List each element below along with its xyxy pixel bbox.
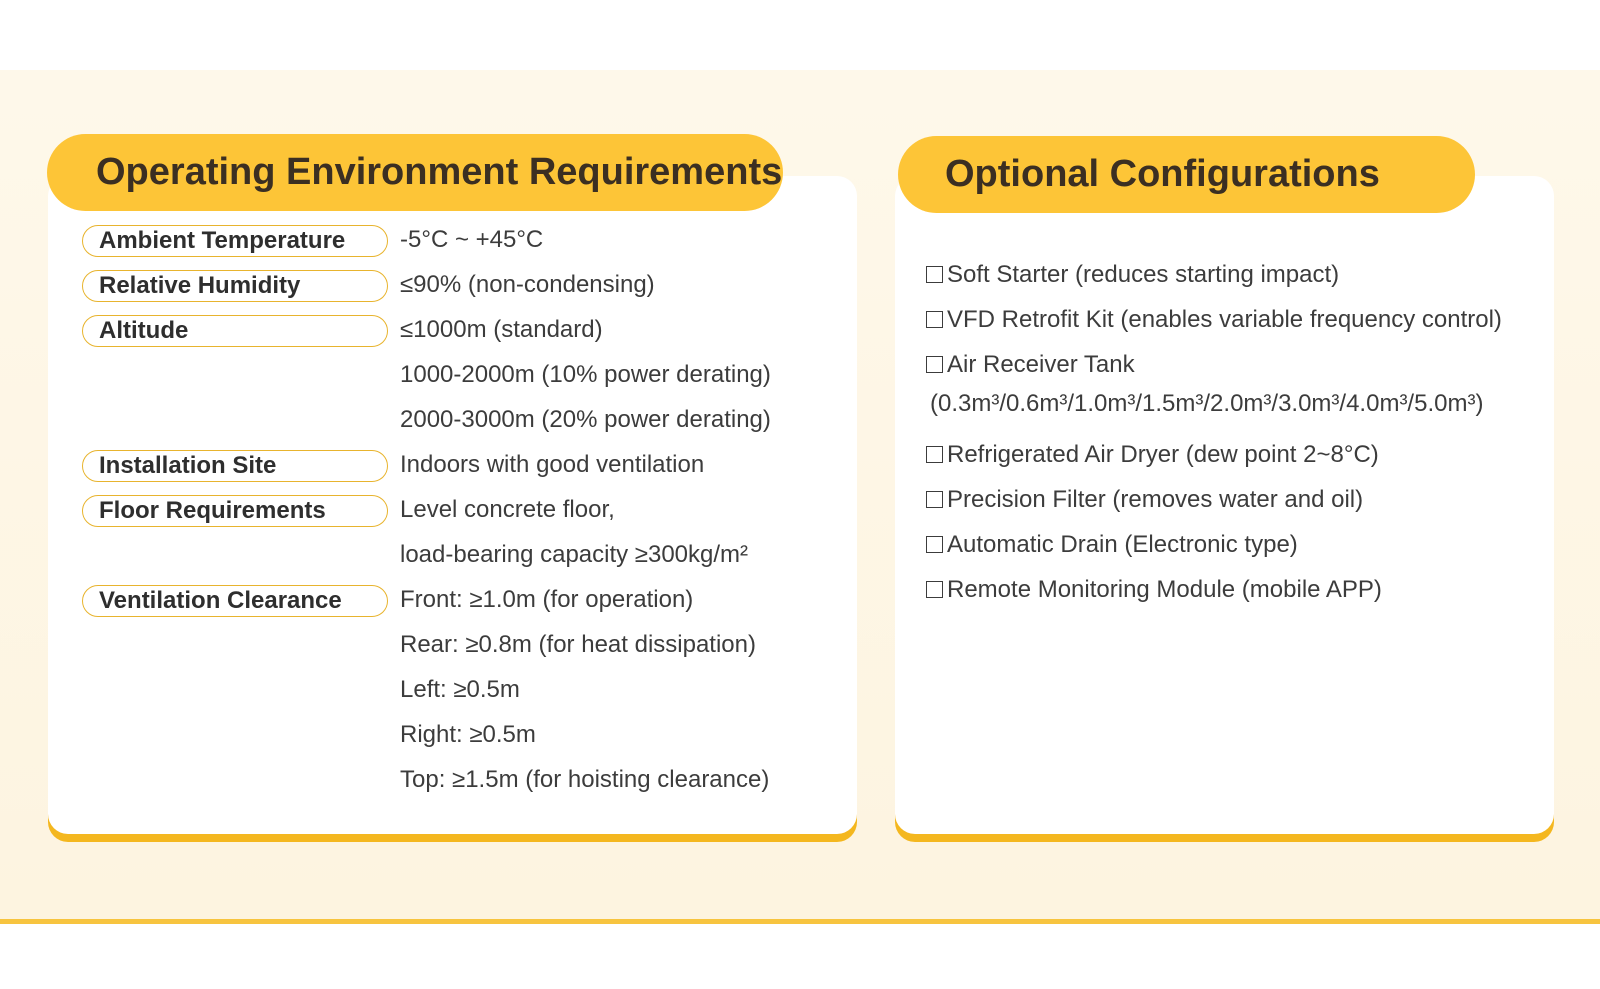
spec-label: Altitude bbox=[82, 315, 388, 347]
checkbox-icon bbox=[926, 491, 943, 508]
spec-value: Right: ≥0.5m bbox=[400, 721, 536, 748]
spec-values bbox=[400, 225, 543, 270]
spec-value: Indoors with good ventilation bbox=[400, 451, 705, 478]
spec-label: Ventilation Clearance bbox=[82, 585, 388, 617]
spec-value: 1000-2000m (10% power derating) bbox=[400, 361, 771, 388]
spec-value: load-bearing capacity ≥300kg/m² bbox=[400, 541, 749, 568]
spec-value: Level concrete floor, bbox=[400, 496, 615, 523]
option-label: VFD Retrofit Kit (enables variable frequency control) bbox=[947, 305, 1502, 333]
option-label: Refrigerated Air Dryer (dew point 2~8°C) bbox=[947, 440, 1379, 468]
spec-value: Top: ≥1.5m (for hoisting clearance) bbox=[400, 766, 770, 793]
spec-value: 2000-3000m (20% power derating) bbox=[400, 406, 771, 433]
list-item bbox=[926, 567, 1502, 612]
checkbox-icon bbox=[926, 446, 943, 463]
optional-configurations-title: Optional Configurations bbox=[898, 136, 1475, 213]
checkbox-icon bbox=[926, 266, 943, 283]
option-label: Soft Starter (reduces starting impact) bbox=[947, 260, 1340, 288]
spec-values bbox=[400, 315, 771, 450]
list-item bbox=[926, 297, 1502, 342]
list-item bbox=[926, 432, 1502, 477]
spec-value: Front: ≥1.0m (for operation) bbox=[400, 586, 694, 613]
spec-values bbox=[400, 585, 769, 810]
list-item bbox=[926, 477, 1502, 522]
list-item bbox=[926, 252, 1502, 297]
spec-value: ≤90% (non-condensing) bbox=[400, 271, 655, 298]
optional-config-list bbox=[926, 252, 1502, 612]
spec-values bbox=[400, 495, 748, 585]
list-item bbox=[926, 522, 1502, 567]
checkbox-icon bbox=[926, 536, 943, 553]
option-label: Air Receiver Tank bbox=[947, 350, 1135, 378]
option-label: Remote Monitoring Module (mobile APP) bbox=[947, 575, 1382, 603]
spec-value: Left: ≥0.5m bbox=[400, 676, 520, 703]
operating-environment-title: Operating Environment Requirements bbox=[47, 134, 783, 211]
spec-values bbox=[400, 270, 655, 315]
spec-values bbox=[400, 450, 704, 495]
spec-value: Rear: ≥0.8m (for heat dissipation) bbox=[400, 631, 756, 658]
checkbox-icon bbox=[926, 581, 943, 598]
spec-label: Floor Requirements bbox=[82, 495, 388, 527]
spec-value: ≤1000m (standard) bbox=[400, 316, 603, 343]
checkbox-icon bbox=[926, 311, 943, 328]
bottom-divider bbox=[0, 919, 1600, 924]
spec-label: Relative Humidity bbox=[82, 270, 388, 302]
option-label: Automatic Drain (Electronic type) bbox=[947, 530, 1298, 558]
spec-label: Ambient Temperature bbox=[82, 225, 388, 257]
checkbox-icon bbox=[926, 356, 943, 373]
spec-value: -5°C ~ +45°C bbox=[400, 226, 544, 253]
option-continuation: (0.3m³/0.6m³/1.0m³/1.5m³/2.0m³/3.0m³/4.0m³/5.0m³) bbox=[930, 390, 1484, 417]
option-label: Precision Filter (removes water and oil) bbox=[947, 485, 1364, 513]
spec-label: Installation Site bbox=[82, 450, 388, 482]
list-item bbox=[926, 342, 1502, 387]
